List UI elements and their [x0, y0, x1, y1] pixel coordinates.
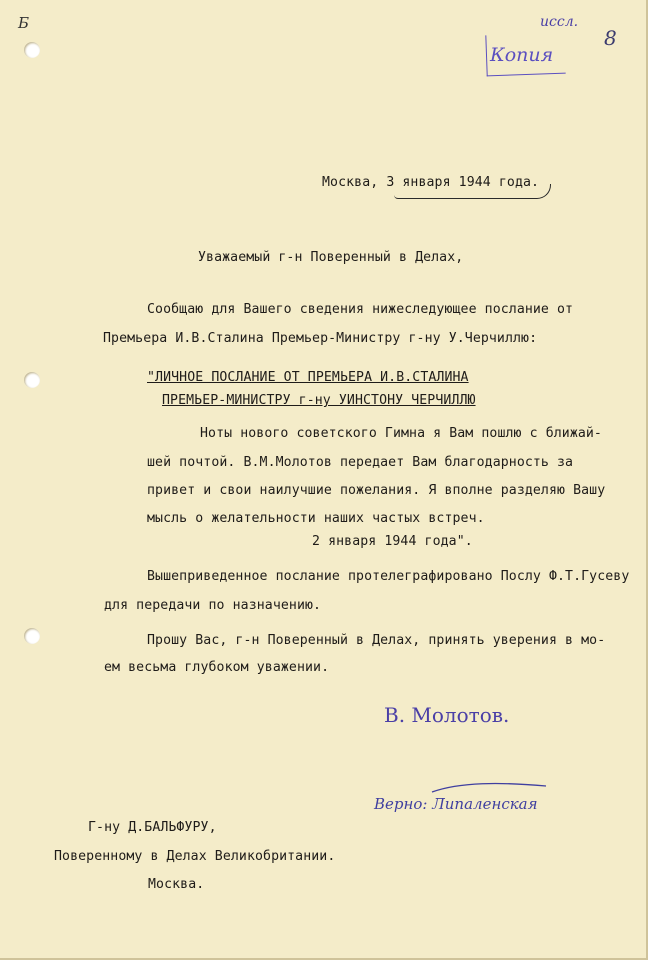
- page-number: 8: [604, 26, 617, 50]
- message-title-line-1: "ЛИЧНОЕ ПОСЛАНИЕ ОТ ПРЕМЬЕРА И.В.СТАЛИНА: [147, 370, 469, 385]
- message-title-line-2: ПРЕМЬЕР-МИНИСТРУ г-ну УИНСТОНУ ЧЕРЧИЛЛЮ: [162, 393, 476, 408]
- forward-line-1: Вышеприведенное послание протелеграфировано Послу Ф.Т.Гусеву: [147, 569, 630, 584]
- message-date: 2 января 1944 года".: [312, 534, 473, 549]
- salutation: Уважаемый г-н Поверенный в Делах,: [198, 250, 464, 265]
- place-date: Москва, 3 января 1944 года.: [322, 175, 540, 190]
- date-underline: [394, 184, 551, 199]
- signature-molotov: В. Молотов.: [384, 703, 510, 727]
- forward-line-2: для передачи по назначению.: [104, 598, 322, 613]
- corner-letter: Б: [18, 14, 30, 32]
- closing-line-2: ем весьма глубоком уважении.: [104, 660, 330, 675]
- archive-note: иссл.: [540, 14, 579, 30]
- verification-signature: Верно: Липаленская: [374, 795, 538, 813]
- addressee-line-3: Москва.: [148, 877, 205, 892]
- message-body-line-2: шей почтой. В.М.Молотов передает Вам благодарность за: [147, 455, 574, 470]
- intro-line-1: Сообщаю для Вашего сведения нижеследующее послание от: [147, 302, 574, 317]
- copy-stamp: Копия: [490, 44, 554, 66]
- addressee-line-1: Г-ну Д.БАЛЬФУРУ,: [88, 820, 217, 835]
- verification-flourish: [430, 780, 550, 796]
- message-body-line-3: привет и свои наилучшие пожелания. Я вполне разделяю Вашу: [147, 483, 606, 498]
- closing-line-1: Прошу Вас, г-н Поверенный в Делах, принять уверения в мо-: [147, 633, 606, 648]
- addressee-line-2: Поверенному в Делах Великобритании.: [54, 849, 336, 864]
- message-body-line-4: мысль о желательности наших частых встреч.: [147, 511, 485, 526]
- message-body-line-1: Ноты нового советского Гимна я Вам пошлю с ближай-: [200, 426, 602, 441]
- punch-hole-middle: [24, 372, 40, 388]
- intro-line-2: Премьера И.В.Сталина Премьер-Министру г-ну У.Черчиллю:: [103, 331, 538, 346]
- punch-hole-bottom: [24, 628, 40, 644]
- punch-hole-top: [24, 42, 40, 58]
